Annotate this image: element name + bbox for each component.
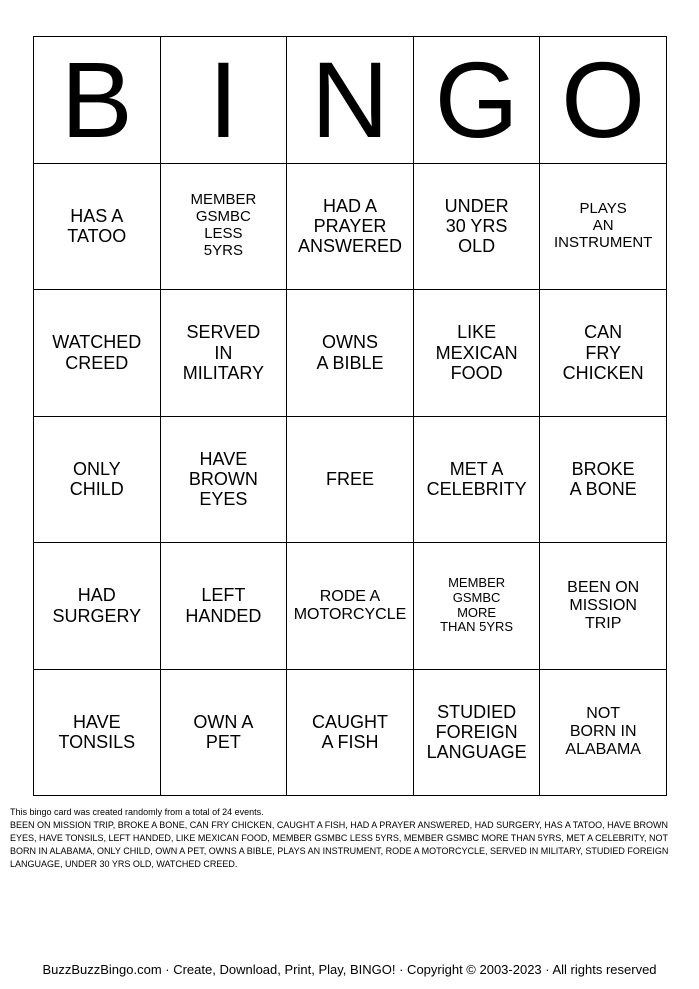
bingo-square: PLAYS AN INSTRUMENT bbox=[540, 164, 667, 291]
bingo-square: STUDIED FOREIGN LANGUAGE bbox=[414, 670, 541, 797]
bingo-square: WATCHED CREED bbox=[34, 290, 161, 417]
bingo-square: CAN FRY CHICKEN bbox=[540, 290, 667, 417]
header-g: G bbox=[414, 37, 541, 164]
bingo-square: RODE A MOTORCYCLE bbox=[287, 543, 414, 670]
bingo-square: SERVED IN MILITARY bbox=[161, 290, 288, 417]
free-square: FREE bbox=[287, 417, 414, 544]
event-list: BEEN ON MISSION TRIP, BROKE A BONE, CAN FRY CHICKEN, CAUGHT A FISH, HAD A PRAYER ANSWERED, HAD SURGERY, HAS A TATOO, HAVE BROWN EYES, HAVE TONSILS, LEFT HANDED, LIKE MEXICAN FOOD, MEMBER GSMBC LESS 5YRS, MEMBER GSMBC MORE THAN 5YRS, MET A CELEBRITY, NOT BORN IN ALABAMA, ONLY CHILD, OWN A PET, OWNS A BIBLE, PLAYS AN INSTRUMENT, RODE A MOTORCYCLE, SERVED IN MILITARY, STUDIED FOREIGN LANGUAGE, UNDER 30 YRS OLD, WATCHED CREED. bbox=[10, 820, 669, 869]
header-n: N bbox=[287, 37, 414, 164]
header-i: I bbox=[161, 37, 288, 164]
card-info bbox=[10, 806, 686, 871]
bingo-square: BEEN ON MISSION TRIP bbox=[540, 543, 667, 670]
card-info-intro: This bingo card was created randomly from a total of 24 events. bbox=[10, 807, 264, 817]
bingo-square: HAS A TATOO bbox=[34, 164, 161, 291]
bingo-square: CAUGHT A FISH bbox=[287, 670, 414, 797]
bingo-square: OWN A PET bbox=[161, 670, 288, 797]
bingo-square: OWNS A BIBLE bbox=[287, 290, 414, 417]
bingo-square: HAVE BROWN EYES bbox=[161, 417, 288, 544]
bingo-square: NOT BORN IN ALABAMA bbox=[540, 670, 667, 797]
bingo-square: HAVE TONSILS bbox=[34, 670, 161, 797]
bingo-square: MEMBER GSMBC MORE THAN 5YRS bbox=[414, 543, 541, 670]
bingo-square: ONLY CHILD bbox=[34, 417, 161, 544]
bingo-square: MEMBER GSMBC LESS 5YRS bbox=[161, 164, 288, 291]
bingo-square: LIKE MEXICAN FOOD bbox=[414, 290, 541, 417]
bingo-square: BROKE A BONE bbox=[540, 417, 667, 544]
bingo-card bbox=[33, 36, 667, 796]
bingo-square: HAD A PRAYER ANSWERED bbox=[287, 164, 414, 291]
bingo-square: LEFT HANDED bbox=[161, 543, 288, 670]
bingo-square: MET A CELEBRITY bbox=[414, 417, 541, 544]
header-o: O bbox=[540, 37, 667, 164]
header-b: B bbox=[34, 37, 161, 164]
site-footer: BuzzBuzzBingo.com · Create, Download, Print, Play, BINGO! · Copyright © 2003-2023 · All rights reserved bbox=[42, 962, 657, 977]
bingo-square: HAD SURGERY bbox=[34, 543, 161, 670]
bingo-square: UNDER 30 YRS OLD bbox=[414, 164, 541, 291]
